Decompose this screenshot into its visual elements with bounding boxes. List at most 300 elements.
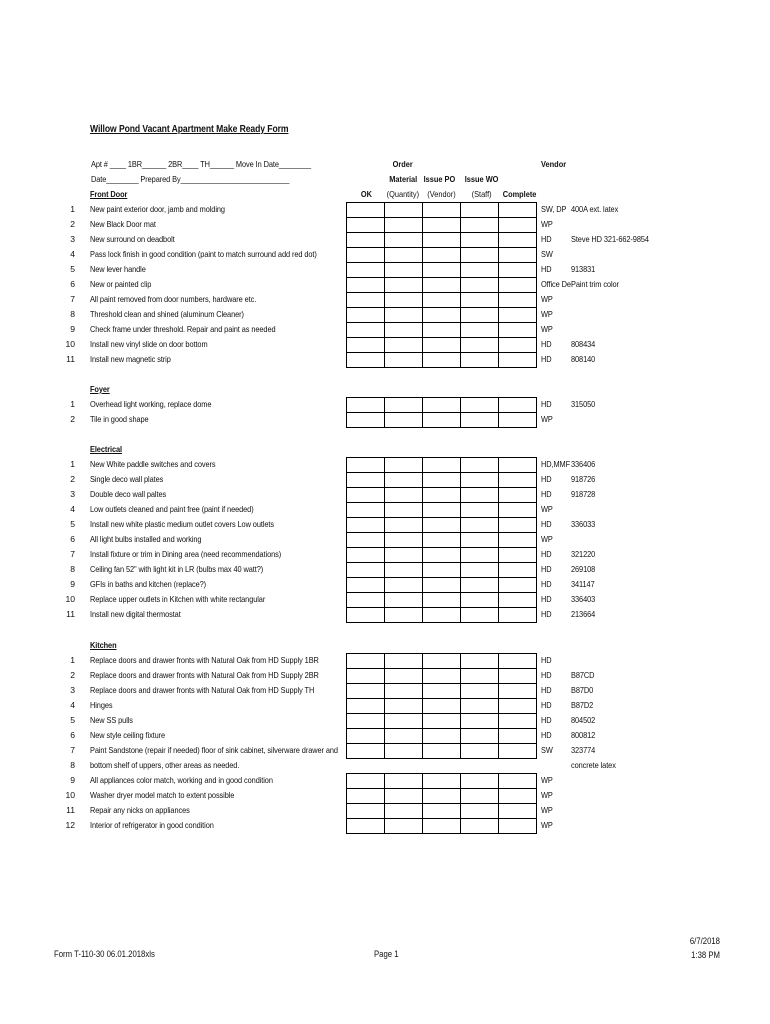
item-description: New lever handle (90, 264, 146, 274)
cell-quantity[interactable] (385, 293, 423, 308)
cell-ok[interactable] (347, 488, 385, 503)
checkbox-row (346, 217, 537, 233)
cell-complete[interactable] (499, 233, 537, 248)
cell-vendor[interactable] (423, 203, 461, 218)
cell-vendor[interactable] (423, 413, 461, 428)
cell-vendor[interactable] (423, 338, 461, 353)
cell-ok[interactable] (347, 248, 385, 263)
checkbox-row (346, 607, 537, 623)
item-description: bottom shelf of uppers, other areas as needed. (90, 760, 240, 770)
cell-quantity[interactable] (385, 503, 423, 518)
item-description: Replace doors and drawer fronts with Natural Oak from HD Supply 1BR (90, 655, 319, 665)
item-vendor: SW (541, 745, 553, 755)
checkbox-row (346, 487, 537, 503)
cell-staff[interactable] (461, 233, 499, 248)
checkbox-row (346, 562, 537, 578)
item-code: 321220 (571, 549, 596, 559)
item-number: 4 (70, 249, 75, 259)
cell-ok[interactable] (347, 729, 385, 744)
cell-quantity[interactable] (385, 548, 423, 563)
checkbox-row (346, 472, 537, 488)
checkbox-row (346, 653, 537, 669)
cell-quantity[interactable] (385, 684, 423, 699)
cell-staff[interactable] (461, 774, 499, 789)
item-description: Install new digital thermostat (90, 609, 181, 619)
checkbox-row (346, 247, 537, 263)
checkbox-row (346, 307, 537, 323)
item-vendor: HD,MMF (541, 459, 571, 469)
item-description: Overhead light working, replace dome (90, 399, 212, 409)
cell-quantity[interactable] (385, 608, 423, 623)
cell-ok[interactable] (347, 714, 385, 729)
apt-line: Apt # ____ 1BR______ 2BR____ TH______ Move In Date________ (91, 159, 312, 169)
cell-ok[interactable] (347, 654, 385, 669)
item-code: 336406 (571, 459, 596, 469)
checkbox-row (346, 743, 537, 759)
cell-ok[interactable] (347, 593, 385, 608)
item-vendor: HD (541, 264, 552, 274)
item-vendor: Office De (541, 279, 571, 289)
item-description: New or painted clip (90, 279, 152, 289)
item-number: 1 (70, 655, 75, 665)
cell-ok[interactable] (347, 218, 385, 233)
item-code: 918728 (571, 489, 596, 499)
item-vendor: HD (541, 549, 552, 559)
checkbox-row (346, 728, 537, 744)
cell-ok[interactable] (347, 578, 385, 593)
cell-vendor[interactable] (423, 458, 461, 473)
cell-quantity[interactable] (385, 714, 423, 729)
item-description: Interior of refrigerator in good condition (90, 820, 214, 830)
cell-complete[interactable] (499, 669, 537, 684)
cell-complete[interactable] (499, 308, 537, 323)
cell-complete[interactable] (499, 203, 537, 218)
cell-vendor[interactable] (423, 263, 461, 278)
cell-complete[interactable] (499, 323, 537, 338)
cell-staff[interactable] (461, 548, 499, 563)
item-description: All appliances color match, working and in good condition (90, 775, 273, 785)
cell-complete[interactable] (499, 729, 537, 744)
cell-complete[interactable] (499, 533, 537, 548)
footer-date: 6/7/2018 (689, 936, 720, 946)
item-number: 11 (66, 609, 75, 619)
cell-complete[interactable] (499, 654, 537, 669)
cell-staff[interactable] (461, 353, 499, 368)
cell-complete[interactable] (499, 458, 537, 473)
checkbox-row (346, 232, 537, 248)
cell-vendor[interactable] (423, 233, 461, 248)
item-description: Replace upper outlets in Kitchen with white rectangular (90, 594, 266, 604)
date-prepared-line: Date________ Prepared By___________________________ (91, 174, 290, 184)
item-number: 6 (70, 534, 75, 544)
cell-ok[interactable] (347, 473, 385, 488)
cell-staff[interactable] (461, 684, 499, 699)
form-title: Willow Pond Vacant Apartment Make Ready Form (90, 124, 289, 135)
item-number: 2 (70, 670, 75, 680)
item-vendor: WP (541, 219, 553, 229)
item-description: New SS pulls (90, 715, 133, 725)
cell-staff[interactable] (461, 608, 499, 623)
cell-vendor[interactable] (423, 548, 461, 563)
section-heading: Front Door (90, 189, 128, 199)
item-vendor: WP (541, 820, 553, 830)
cell-staff[interactable] (461, 729, 499, 744)
cell-staff[interactable] (461, 744, 499, 759)
cell-staff[interactable] (461, 338, 499, 353)
cell-staff[interactable] (461, 593, 499, 608)
cell-ok[interactable] (347, 684, 385, 699)
cell-vendor[interactable] (423, 789, 461, 804)
item-vendor: WP (541, 294, 553, 304)
cell-staff[interactable] (461, 488, 499, 503)
item-number: 8 (70, 564, 75, 574)
cell-vendor[interactable] (423, 533, 461, 548)
item-vendor: HD (541, 489, 552, 499)
item-number: 9 (70, 775, 75, 785)
cell-staff[interactable] (461, 669, 499, 684)
cell-staff[interactable] (461, 278, 499, 293)
cell-quantity[interactable] (385, 804, 423, 819)
cell-complete[interactable] (499, 699, 537, 714)
item-number: 10 (65, 790, 75, 800)
cell-quantity[interactable] (385, 248, 423, 263)
cell-vendor[interactable] (423, 684, 461, 699)
cell-complete[interactable] (499, 503, 537, 518)
item-code: 336033 (571, 519, 596, 529)
item-vendor: HD (541, 399, 552, 409)
cell-vendor[interactable] (423, 819, 461, 834)
cell-vendor[interactable] (423, 714, 461, 729)
cell-quantity[interactable] (385, 353, 423, 368)
cell-quantity[interactable] (385, 398, 423, 413)
cell-complete[interactable] (499, 413, 537, 428)
item-number: 9 (70, 324, 75, 334)
cell-quantity[interactable] (385, 458, 423, 473)
cell-quantity[interactable] (385, 819, 423, 834)
cell-ok[interactable] (347, 518, 385, 533)
cell-quantity[interactable] (385, 729, 423, 744)
item-vendor: HD (541, 594, 552, 604)
cell-quantity[interactable] (385, 308, 423, 323)
checkbox-row (346, 517, 537, 533)
cell-staff[interactable] (461, 203, 499, 218)
cell-complete[interactable] (499, 293, 537, 308)
cell-staff[interactable] (461, 308, 499, 323)
cell-staff[interactable] (461, 323, 499, 338)
cell-staff[interactable] (461, 804, 499, 819)
cell-complete[interactable] (499, 263, 537, 278)
checkbox-row (346, 713, 537, 729)
cell-ok[interactable] (347, 819, 385, 834)
cell-vendor[interactable] (423, 729, 461, 744)
section-heading: Electrical (90, 444, 123, 454)
cell-vendor[interactable] (423, 518, 461, 533)
item-code: 315050 (571, 399, 596, 409)
item-number: 10 (65, 339, 75, 349)
cell-vendor[interactable] (423, 488, 461, 503)
cell-staff[interactable] (461, 473, 499, 488)
cell-ok[interactable] (347, 774, 385, 789)
cell-complete[interactable] (499, 608, 537, 623)
cell-ok[interactable] (347, 233, 385, 248)
item-description: Check frame under threshold. Repair and paint as needed (90, 324, 276, 334)
cell-quantity[interactable] (385, 533, 423, 548)
item-description: Tile in good shape (90, 414, 149, 424)
cell-complete[interactable] (499, 593, 537, 608)
item-description: New surround on deadbolt (90, 234, 175, 244)
item-code: B87D2 (571, 700, 594, 710)
cell-vendor[interactable] (423, 744, 461, 759)
checkbox-row (346, 412, 537, 428)
cell-vendor[interactable] (423, 578, 461, 593)
checkbox-row (346, 352, 537, 368)
cell-quantity[interactable] (385, 518, 423, 533)
item-description: Install new vinyl slide on door bottom (90, 339, 208, 349)
cell-quantity[interactable] (385, 338, 423, 353)
cell-staff[interactable] (461, 654, 499, 669)
cell-staff[interactable] (461, 263, 499, 278)
cell-complete[interactable] (499, 684, 537, 699)
item-code: 213664 (571, 609, 596, 619)
item-description: Hinges (90, 700, 113, 710)
cell-ok[interactable] (347, 789, 385, 804)
cell-complete[interactable] (499, 714, 537, 729)
item-vendor: HD (541, 339, 552, 349)
checkbox-row (346, 547, 537, 563)
item-vendor: HD (541, 655, 552, 665)
item-code: 808140 (571, 354, 596, 364)
item-description: Replace doors and drawer fronts with Natural Oak from HD Supply TH (90, 685, 315, 695)
cell-vendor[interactable] (423, 774, 461, 789)
checkbox-row (346, 698, 537, 714)
item-number: 8 (70, 760, 75, 770)
cell-complete[interactable] (499, 789, 537, 804)
cell-complete[interactable] (499, 548, 537, 563)
item-code: Paint trim color (571, 279, 619, 289)
item-vendor: SW (541, 249, 553, 259)
checkbox-row (346, 502, 537, 518)
cell-ok[interactable] (347, 608, 385, 623)
cell-complete[interactable] (499, 398, 537, 413)
cell-quantity[interactable] (385, 278, 423, 293)
cell-vendor[interactable] (423, 804, 461, 819)
header-vendor: Vendor (541, 159, 567, 169)
cell-vendor[interactable] (423, 218, 461, 233)
item-description: Repair any nicks on appliances (90, 805, 190, 815)
cell-staff[interactable] (461, 533, 499, 548)
footer-page-number: Page 1 (374, 949, 399, 959)
item-number: 5 (70, 519, 75, 529)
cell-complete[interactable] (499, 218, 537, 233)
cell-staff[interactable] (461, 699, 499, 714)
cell-staff[interactable] (461, 819, 499, 834)
checkbox-row (346, 337, 537, 353)
cell-ok[interactable] (347, 503, 385, 518)
checkbox-row (346, 457, 537, 473)
cell-complete[interactable] (499, 563, 537, 578)
cell-staff[interactable] (461, 248, 499, 263)
header-issue-wo: Issue WO (465, 174, 499, 184)
item-description: Double deco wall paltes (90, 489, 167, 499)
item-number: 9 (70, 579, 75, 589)
header-quantity: (Quantity) (386, 189, 420, 199)
cell-ok[interactable] (347, 458, 385, 473)
cell-ok[interactable] (347, 353, 385, 368)
cell-vendor[interactable] (423, 293, 461, 308)
cell-vendor[interactable] (423, 654, 461, 669)
cell-ok[interactable] (347, 548, 385, 563)
cell-vendor[interactable] (423, 248, 461, 263)
section-heading: Kitchen (90, 640, 117, 650)
cell-ok[interactable] (347, 203, 385, 218)
cell-ok[interactable] (347, 533, 385, 548)
cell-quantity[interactable] (385, 488, 423, 503)
item-vendor: HD (541, 670, 552, 680)
header-material: Material (389, 174, 417, 184)
item-number: 5 (70, 264, 75, 274)
cell-complete[interactable] (499, 819, 537, 834)
cell-quantity[interactable] (385, 593, 423, 608)
cell-ok[interactable] (347, 293, 385, 308)
header-complete: Complete (503, 189, 537, 199)
cell-quantity[interactable] (385, 323, 423, 338)
item-code: 323774 (571, 745, 596, 755)
item-code: 808434 (571, 339, 596, 349)
cell-quantity[interactable] (385, 218, 423, 233)
cell-vendor[interactable] (423, 473, 461, 488)
item-description: Ceiling fan 52" with light kit in LR (bulbs max 40 watt?) (90, 564, 264, 574)
cell-staff[interactable] (461, 714, 499, 729)
item-number: 3 (70, 234, 75, 244)
cell-complete[interactable] (499, 488, 537, 503)
cell-vendor[interactable] (423, 398, 461, 413)
cell-complete[interactable] (499, 248, 537, 263)
cell-complete[interactable] (499, 804, 537, 819)
cell-staff[interactable] (461, 458, 499, 473)
cell-staff[interactable] (461, 578, 499, 593)
item-vendor: SW, DP (541, 204, 567, 214)
checkbox-row (346, 202, 537, 218)
cell-quantity[interactable] (385, 578, 423, 593)
cell-ok[interactable] (347, 669, 385, 684)
item-description: Paint Sandstone (repair if needed) floor of sink cabinet, silverware drawer and (90, 745, 338, 755)
cell-ok[interactable] (347, 398, 385, 413)
cell-quantity[interactable] (385, 654, 423, 669)
cell-complete[interactable] (499, 473, 537, 488)
cell-vendor[interactable] (423, 563, 461, 578)
cell-quantity[interactable] (385, 669, 423, 684)
cell-vendor[interactable] (423, 353, 461, 368)
item-description: All light bulbs installed and working (90, 534, 202, 544)
item-number: 6 (70, 730, 75, 740)
checkbox-row (346, 803, 537, 819)
cell-complete[interactable] (499, 578, 537, 593)
cell-vendor[interactable] (423, 278, 461, 293)
cell-vendor[interactable] (423, 503, 461, 518)
cell-quantity[interactable] (385, 774, 423, 789)
cell-complete[interactable] (499, 338, 537, 353)
cell-complete[interactable] (499, 774, 537, 789)
cell-quantity[interactable] (385, 413, 423, 428)
cell-ok[interactable] (347, 804, 385, 819)
item-code: concrete latex (571, 760, 616, 770)
cell-staff[interactable] (461, 218, 499, 233)
checkbox-row (346, 668, 537, 684)
cell-quantity[interactable] (385, 789, 423, 804)
cell-quantity[interactable] (385, 233, 423, 248)
item-number: 7 (70, 745, 75, 755)
cell-vendor[interactable] (423, 308, 461, 323)
header-ok: OK (360, 189, 372, 199)
cell-quantity[interactable] (385, 203, 423, 218)
item-description: Replace doors and drawer fronts with Natural Oak from HD Supply 2BR (90, 670, 319, 680)
cell-quantity[interactable] (385, 263, 423, 278)
cell-quantity[interactable] (385, 744, 423, 759)
item-code: 400A ext. latex (571, 204, 619, 214)
cell-complete[interactable] (499, 518, 537, 533)
cell-ok[interactable] (347, 263, 385, 278)
cell-vendor[interactable] (423, 593, 461, 608)
item-number: 1 (70, 459, 75, 469)
cell-ok[interactable] (347, 413, 385, 428)
item-vendor: HD (541, 579, 552, 589)
cell-complete[interactable] (499, 278, 537, 293)
cell-ok[interactable] (347, 563, 385, 578)
cell-ok[interactable] (347, 744, 385, 759)
item-description: New White paddle switches and covers (90, 459, 216, 469)
item-description: Install fixture or trim in Dining area (need recommendations) (90, 549, 282, 559)
cell-vendor[interactable] (423, 699, 461, 714)
cell-staff[interactable] (461, 398, 499, 413)
checkbox-row (346, 397, 537, 413)
cell-quantity[interactable] (385, 473, 423, 488)
item-code: 800812 (571, 730, 596, 740)
cell-staff[interactable] (461, 518, 499, 533)
cell-staff[interactable] (461, 503, 499, 518)
footer-time: 1:38 PM (691, 950, 720, 960)
cell-vendor[interactable] (423, 323, 461, 338)
item-code: 269108 (571, 564, 596, 574)
item-description: New paint exterior door, jamb and molding (90, 204, 225, 214)
cell-complete[interactable] (499, 353, 537, 368)
cell-staff[interactable] (461, 293, 499, 308)
cell-staff[interactable] (461, 413, 499, 428)
cell-quantity[interactable] (385, 563, 423, 578)
item-description: New style ceiling fixture (90, 730, 166, 740)
cell-staff[interactable] (461, 789, 499, 804)
item-code: B87D0 (571, 685, 594, 695)
cell-quantity[interactable] (385, 699, 423, 714)
item-vendor: HD (541, 234, 552, 244)
checkbox-row (346, 322, 537, 338)
item-number: 1 (70, 399, 75, 409)
cell-ok[interactable] (347, 278, 385, 293)
item-number: 7 (70, 549, 75, 559)
cell-ok[interactable] (347, 308, 385, 323)
cell-staff[interactable] (461, 563, 499, 578)
cell-vendor[interactable] (423, 669, 461, 684)
checkbox-row (346, 683, 537, 699)
item-description: Washer dryer model match to extent possible (90, 790, 235, 800)
cell-ok[interactable] (347, 699, 385, 714)
cell-ok[interactable] (347, 338, 385, 353)
item-code: 918726 (571, 474, 596, 484)
item-vendor: HD (541, 564, 552, 574)
cell-vendor[interactable] (423, 608, 461, 623)
cell-ok[interactable] (347, 323, 385, 338)
cell-complete[interactable] (499, 744, 537, 759)
item-vendor: WP (541, 414, 553, 424)
